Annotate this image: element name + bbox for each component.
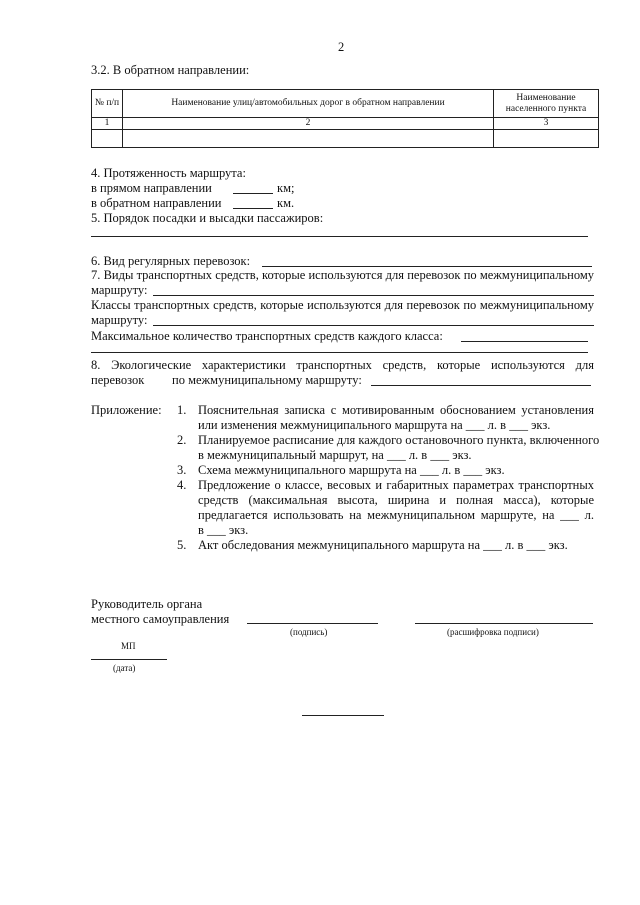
appendix-item-number: 3. xyxy=(177,463,187,477)
appendix-item-number: 1. xyxy=(177,403,187,417)
backward-length-field[interactable] xyxy=(233,208,273,209)
transport-type-field[interactable] xyxy=(262,266,592,267)
head-title-line1: Руководитель органа xyxy=(91,597,203,611)
header-settlement: Наименование населенного пункта xyxy=(494,90,599,118)
empty-cell[interactable] xyxy=(494,130,599,148)
date-field[interactable] xyxy=(91,659,167,660)
km-unit-2: км. xyxy=(277,196,295,210)
forward-length-label: в прямом направлении xyxy=(91,181,212,195)
appendix-item-5-line1: Акт обследования межмуниципального маршрута на ___ л. в ___ экз. xyxy=(198,538,568,552)
backward-length-label: в обратном направлении xyxy=(91,196,222,210)
section-7-line2: Классы транспортных средств, которые используются для перевозок по межмуниципальному xyxy=(91,298,594,312)
km-unit-1: км; xyxy=(277,181,295,195)
closing-separator xyxy=(302,715,384,716)
appendix-item-2-line1: Планируемое расписание для каждого остановочного пункта, включенного xyxy=(198,433,600,447)
appendix-item-4-line1: Предложение о классе, весовых и габаритных параметрах транспортных xyxy=(198,478,594,492)
appendix-item-number: 4. xyxy=(177,478,187,492)
max-vehicles-field[interactable] xyxy=(461,341,588,342)
section-7-line2b: маршруту: xyxy=(91,313,148,327)
header-number: № п/п xyxy=(92,90,123,118)
section-7-line3: Максимальное количество транспортных средств каждого класса: xyxy=(91,329,443,343)
section-8-line1: 8. Экологические характеристики транспортных средств, которые используются для xyxy=(91,358,594,372)
section-7-line1: 7. Виды транспортных средств, которые используются для перевозок по межмуниципальному xyxy=(91,268,594,282)
appendix-item-1-line2: или изменения межмуниципального маршрута на ___ л. в ___ экз. xyxy=(198,418,551,432)
appendix-item-1-line1: Пояснительная записка с мотивированным обоснованием установления xyxy=(198,403,594,417)
page-number: 2 xyxy=(338,40,345,54)
ecological-field[interactable] xyxy=(371,385,591,386)
appendix-item-4-line4: в ___ экз. xyxy=(198,523,249,537)
section-7-line1b: маршруту: xyxy=(91,283,148,297)
appendix-item-4-line2: средств (максимальная высота, ширина и полная масса), которые xyxy=(198,493,594,507)
max-vehicles-extra-line[interactable] xyxy=(91,352,588,353)
empty-cell[interactable] xyxy=(92,130,123,148)
index-cell-3: 3 xyxy=(494,118,599,130)
vehicle-classes-field[interactable] xyxy=(153,325,594,326)
appendix-item-4-line3: предлагается использовать на межмуниципальном маршруте, на ___ л. xyxy=(198,508,594,522)
stamp-mark: МП xyxy=(121,641,136,651)
signature-decode-field[interactable] xyxy=(415,623,593,624)
section-8-line2a: перевозок xyxy=(91,373,145,387)
section-3-2-title: 3.2. В обратном направлении: xyxy=(91,63,250,77)
index-cell-2: 2 xyxy=(123,118,494,130)
signature-field[interactable] xyxy=(247,623,378,624)
appendix-item-2-line2: в межмуниципальный маршрут, на ___ л. в ___ экз. xyxy=(198,448,472,462)
header-streets: Наименование улиц/автомобильных дорог в обратном направлении xyxy=(123,90,494,118)
section-6-title: 6. Вид регулярных перевозок: xyxy=(91,254,251,268)
vehicle-types-field[interactable] xyxy=(153,295,594,296)
index-cell-1: 1 xyxy=(92,118,123,130)
appendix-item-number: 5. xyxy=(177,538,187,552)
empty-cell[interactable] xyxy=(123,130,494,148)
appendix-item-number: 2. xyxy=(177,433,187,447)
date-caption: (дата) xyxy=(113,663,136,673)
section-8-line2b: по межмуниципальному маршруту: xyxy=(172,373,362,387)
head-title-line2: местного самоуправления xyxy=(91,612,230,626)
boarding-order-field[interactable] xyxy=(91,236,588,237)
section-5-title: 5. Порядок посадки и высадки пассажиров: xyxy=(91,211,324,225)
signature-decode-caption: (расшифровка подписи) xyxy=(447,627,539,637)
appendix-label: Приложение: xyxy=(91,403,162,417)
section-4-title: 4. Протяженность маршрута: xyxy=(91,166,246,180)
forward-length-field[interactable] xyxy=(233,193,273,194)
route-table xyxy=(91,89,599,148)
appendix-item-3-line1: Схема межмуниципального маршрута на ___ л. в ___ экз. xyxy=(198,463,505,477)
signature-caption: (подпись) xyxy=(290,627,328,637)
